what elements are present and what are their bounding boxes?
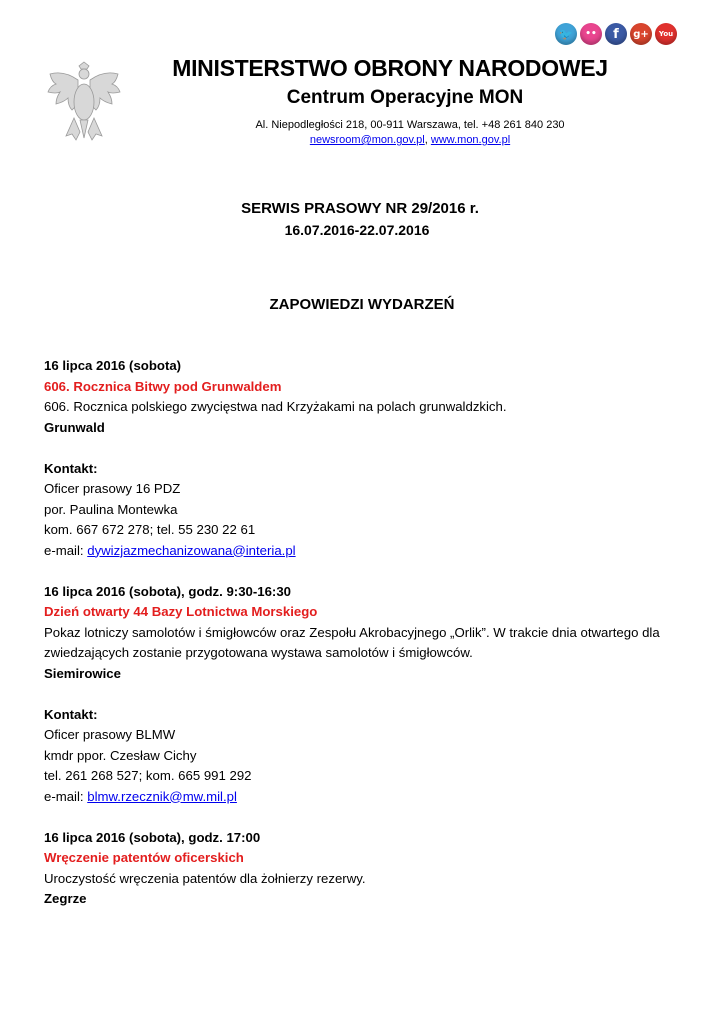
event-location: Siemirowice bbox=[44, 665, 121, 681]
events-list bbox=[44, 356, 684, 910]
press-service-title: SERWIS PRASOWY NR 29/2016 r. bbox=[241, 200, 479, 217]
contact-email-link[interactable]: blmw.rzecznik@mw.mil.pl bbox=[87, 788, 237, 804]
event-date: 16 lipca 2016 (sobota) bbox=[44, 358, 182, 373]
twitter-icon[interactable]: 🐦 bbox=[555, 23, 577, 45]
event-title: Dzień otwarty 44 Bazy Lotnictwa Morskiego bbox=[44, 604, 318, 619]
event-location: Zegrze bbox=[44, 891, 87, 906]
eagle-emblem-icon bbox=[46, 58, 122, 142]
email-prefix: e-mail: bbox=[44, 542, 88, 558]
event-description: zwiedzających zostanie przygotowana wystawa samolotów i śmigłowców. bbox=[44, 645, 473, 660]
facebook-icon[interactable]: f bbox=[605, 23, 627, 45]
event-description: Uroczystość wręczenia patentów dla żołnierzy rezerwy. bbox=[44, 870, 366, 886]
contact-label: Kontakt: bbox=[44, 460, 98, 476]
ministry-links bbox=[230, 134, 590, 146]
contact-role: Oficer prasowy 16 PDZ bbox=[44, 481, 181, 496]
contact-email bbox=[44, 541, 684, 562]
email-prefix: e-mail: bbox=[44, 788, 88, 804]
event-title: Wręczenie patentów oficerskich bbox=[44, 850, 244, 865]
section-title: ZAPOWIEDZI WYDARZEŃ bbox=[269, 296, 455, 313]
ministry-subtitle: Centrum Operacyjne MON bbox=[286, 87, 524, 108]
ministry-title: MINISTERSTWO OBRONY NARODOWEJ bbox=[172, 55, 608, 81]
event-title: 606. Rocznica Bitwy pod Grunwaldem bbox=[44, 378, 282, 394]
contact-email-link[interactable]: dywizjazmechanizowana@interia.pl bbox=[87, 542, 296, 558]
event-description: 606. Rocznica polskiego zwycięstwa nad Krzyżakami na polach grunwaldzkich. bbox=[44, 399, 507, 414]
contact-person: por. Paulina Montewka bbox=[44, 501, 178, 517]
contact-phone: tel. 261 268 527; kom. 665 991 292 bbox=[44, 768, 252, 783]
press-service-dates: 16.07.2016-22.07.2016 bbox=[284, 222, 430, 238]
flickr-icon[interactable]: •• bbox=[580, 23, 602, 45]
event-location: Grunwald bbox=[44, 419, 105, 435]
event-date: 16 lipca 2016 (sobota), godz. 9:30-16:30 bbox=[44, 583, 291, 599]
ministry-address: Al. Niepodległości 218, 00-911 Warszawa, tel. +48 261 840 230 bbox=[255, 119, 565, 131]
contact-role: Oficer prasowy BLMW bbox=[44, 727, 176, 742]
event-date: 16 lipca 2016 (sobota), godz. 17:00 bbox=[44, 829, 261, 845]
links-separator: , bbox=[424, 134, 431, 146]
contact-email bbox=[44, 787, 684, 808]
website-link[interactable]: www.mon.gov.pl bbox=[430, 134, 511, 146]
contact-phone: kom. 667 672 278; tel. 55 230 22 61 bbox=[44, 522, 256, 537]
contact-person: kmdr ppor. Czesław Cichy bbox=[44, 747, 197, 763]
social-icons bbox=[555, 23, 677, 45]
youtube-icon[interactable]: You bbox=[655, 23, 677, 45]
contact-label: Kontakt: bbox=[44, 706, 98, 722]
newsroom-email-link[interactable]: newsroom@mon.gov.pl bbox=[309, 134, 425, 146]
event-description: Pokaz lotniczy samolotów i śmigłowców oraz Zespołu Akrobacyjnego „Orlik”. W trakcie dnia otwartego dla bbox=[44, 624, 660, 640]
google-plus-icon[interactable]: g+ bbox=[630, 23, 652, 45]
